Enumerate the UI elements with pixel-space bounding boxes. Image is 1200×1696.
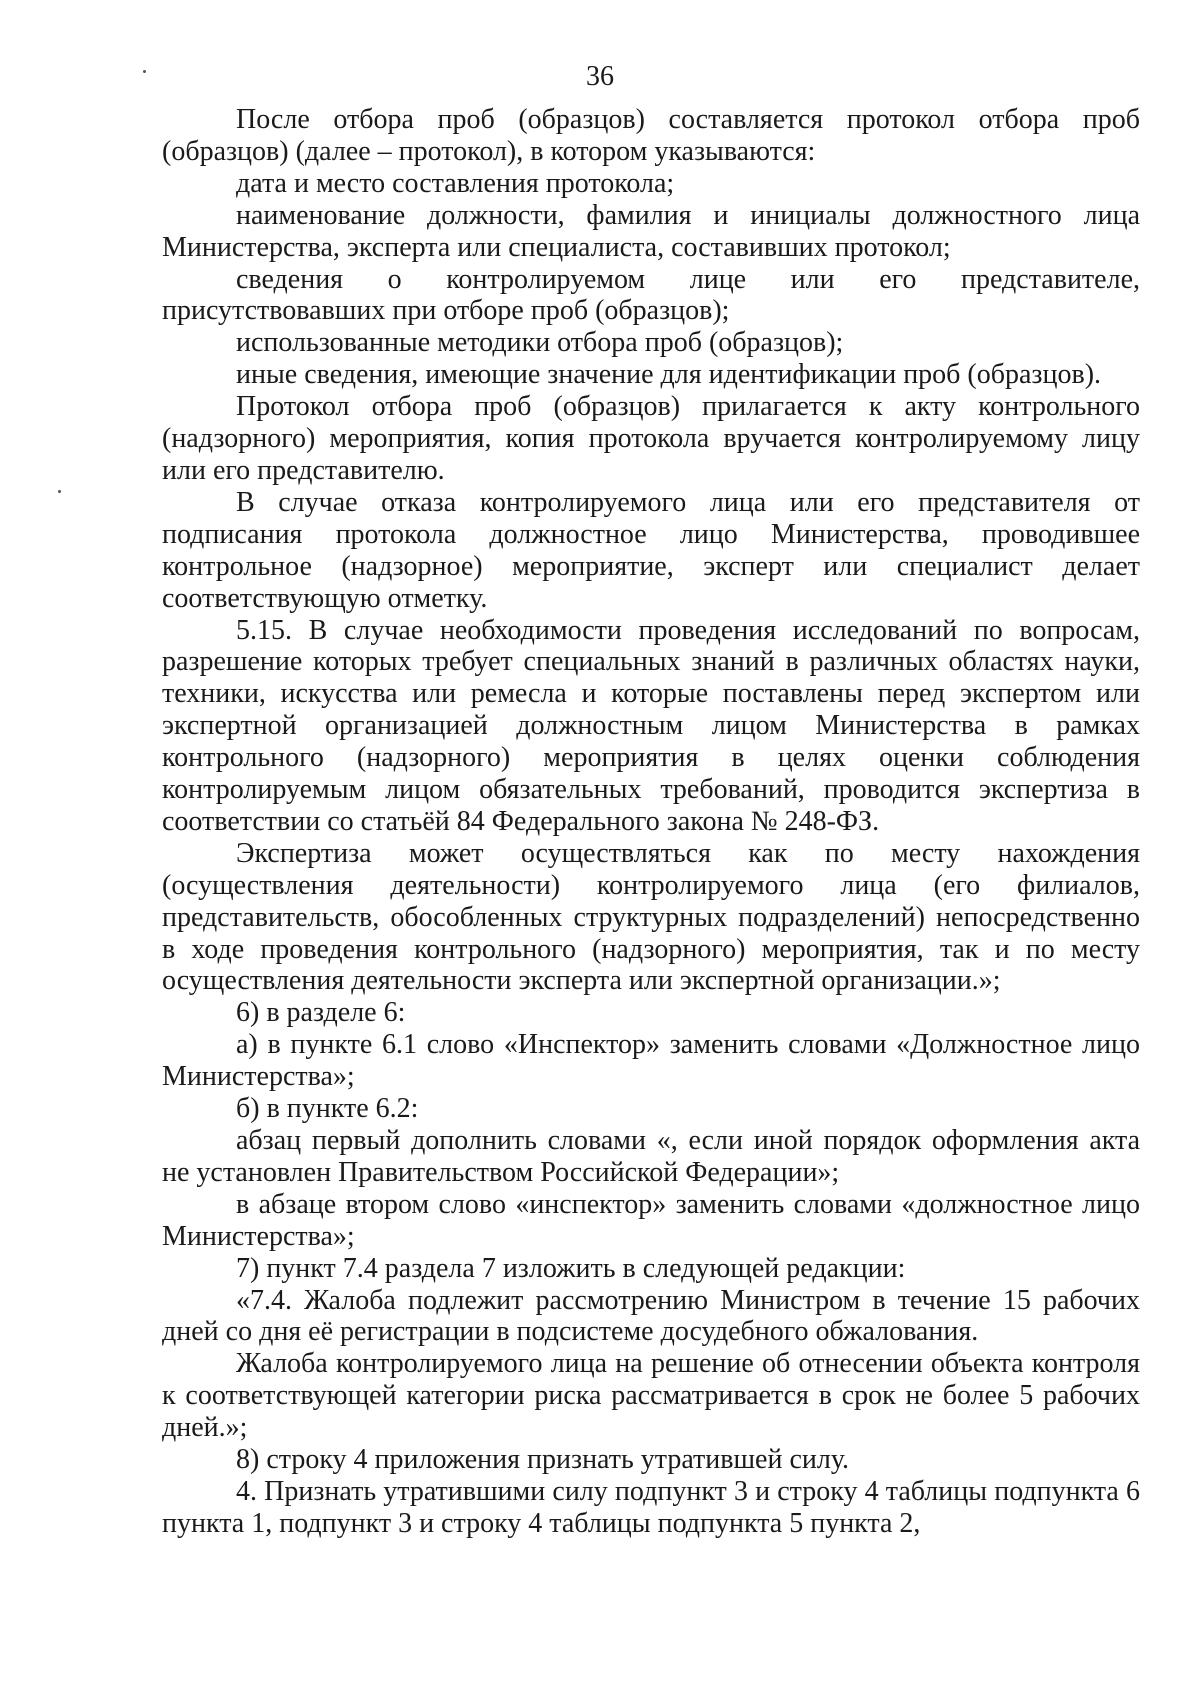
paragraph: «7.4. Жалоба подлежит рассмотрению Министром в течение 15 рабочих дней со дня её регистрации в подсистеме досудебного обжалования.: [162, 1284, 1140, 1348]
paragraph: В случае отказа контролируемого лица или его представителя от подписания протокола должностное лицо Министерства, проводившее контрольное (надзорное) мероприятие, эксперт или специалист делает соответствующую отметку.: [162, 486, 1140, 614]
paragraph: Протокол отбора проб (образцов) прилагается к акту контрольного (надзорного) мероприятия, копия протокола вручается контролируемому лицу или его представителю.: [162, 391, 1140, 486]
paragraph: в абзаце втором слово «инспектор» заменить словами «должностное лицо Министерства»;: [162, 1188, 1140, 1252]
paragraph: наименование должности, фамилия и инициалы должностного лица Министерства, эксперта или специалиста, составивших протокол;: [162, 199, 1140, 263]
document-body: [162, 104, 1140, 1540]
paragraph: дата и место составления протокола;: [236, 167, 675, 199]
paragraph: 7) пункт 7.4 раздела 7 изложить в следующей редакции:: [236, 1252, 906, 1284]
paragraph: 6) в разделе 6:: [236, 997, 406, 1029]
paragraph: 5.15. В случае необходимости проведения исследований по вопросам, разрешение которых требует специальных знаний в различных областях науки, техники, искусства или ремесла и которые поставлены перед экспертом или экспертной организацией должностным лицом Министерства в рамках контрольного (надзорного) мероприятия в целях оценки соблюдения контролируемым лицом обязательных требований, проводится экспертиза в соответствии со статьёй 84 Федерального закона № 248-ФЗ.: [162, 614, 1140, 837]
scan-speck: [58, 490, 61, 493]
paragraph: Жалоба контролируемого лица на решение об отнесении объекта контроля к соответствующей категории риска рассматривается в срок не более 5 рабочих дней.»;: [162, 1348, 1140, 1444]
paragraph: Экспертиза может осуществляться как по месту нахождения (осуществления деятельности) контролируемого лица (его филиалов, представительств, обособленных структурных подразделений) непосредственно в ходе проведения контрольного (надзорного) мероприятия, так и по месту осуществления деятельности эксперта или экспертной организации.»;: [162, 837, 1140, 997]
paragraph: иные сведения, имеющие значение для идентификации проб (образцов).: [236, 359, 1102, 391]
paragraph: б) в пункте 6.2:: [236, 1093, 419, 1125]
paragraph: 8) строку 4 приложения признать утратившей силу.: [236, 1444, 850, 1476]
paragraph: После отбора проб (образцов) составляется протокол отбора проб (образцов) (далее – протокол), в котором указываются:: [162, 104, 1140, 167]
paragraph: использованные методики отбора проб (образцов);: [236, 327, 844, 359]
paragraph: сведения о контролируемом лице или его представителе, присутствовавших при отборе проб (образцов);: [162, 263, 1140, 327]
paragraph: а) в пункте 6.1 слово «Инспектор» заменить словами «Должностное лицо Министерства»;: [162, 1029, 1140, 1093]
paragraph: 4. Признать утратившими силу подпункт 3 и строку 4 таблицы подпункта 6 пункта 1, подпункт 3 и строку 4 таблицы подпункта 5 пункта 2,: [162, 1475, 1140, 1539]
page-number: 36: [586, 61, 614, 92]
scan-speck: [143, 70, 146, 73]
paragraph: абзац первый дополнить словами «, если иной порядок оформления акта не установлен Правительством Российской Федерации»;: [162, 1125, 1140, 1188]
